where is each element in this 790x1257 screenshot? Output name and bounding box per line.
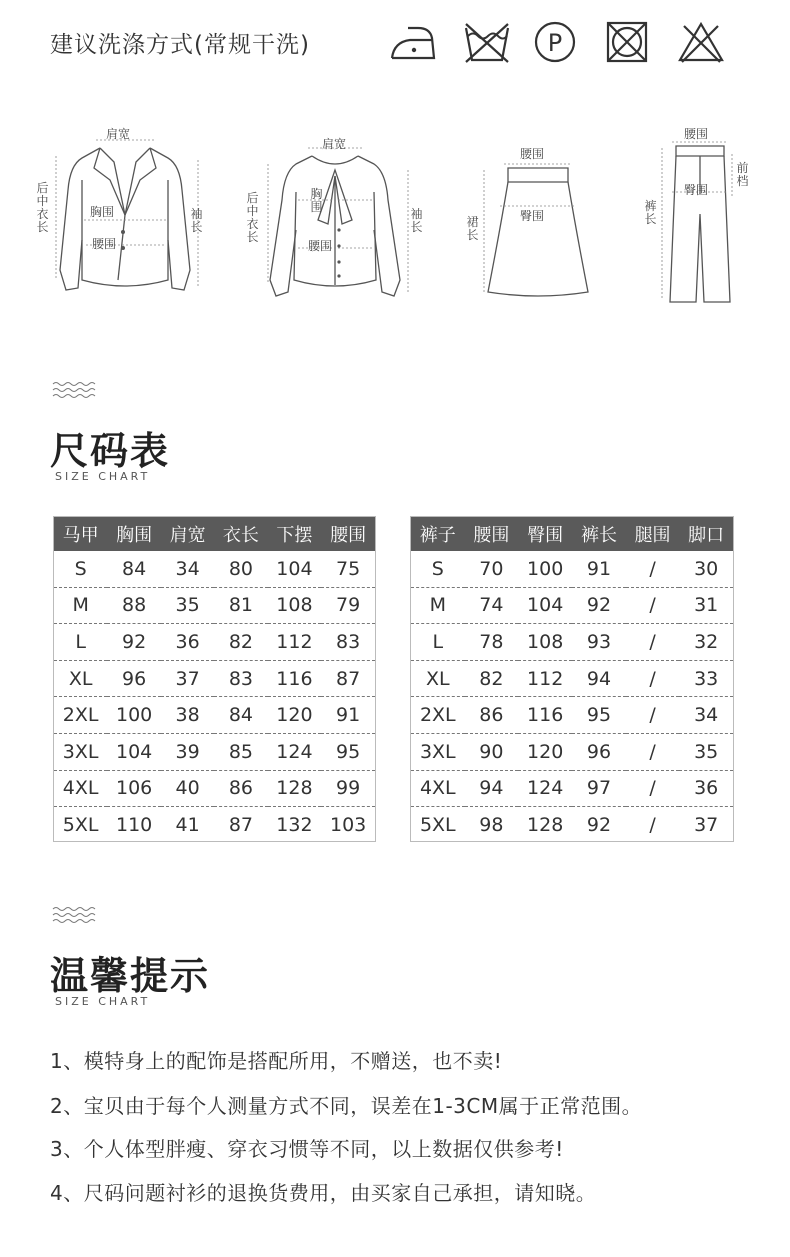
table-cell: 90	[465, 733, 519, 770]
table-cell: 87	[321, 660, 375, 697]
pants-size-table-frame	[410, 516, 734, 842]
skirt-illustration	[460, 140, 610, 310]
table-cell: 84	[214, 697, 267, 734]
table-cell: 94	[465, 770, 519, 807]
table-cell: 97	[572, 770, 626, 807]
blouse-length-label: 后中衣长	[246, 191, 259, 244]
table-header-row	[411, 517, 733, 551]
table-cell: 132	[276, 813, 313, 836]
table-cell: 104	[268, 551, 322, 587]
table-cell: 93	[572, 624, 626, 661]
blouse-diagram	[240, 120, 430, 310]
size-label-cell: L	[411, 624, 465, 661]
table-cell: 35	[679, 733, 733, 770]
size-label-cell: 5XL	[62, 813, 99, 836]
wave-decoration-icon	[52, 905, 98, 925]
table-cell: /	[626, 697, 680, 734]
pants-length-label: 裤长	[644, 199, 657, 226]
blouse-shoulder-label: 肩宽	[322, 137, 347, 151]
size-label-cell: 2XL	[411, 697, 465, 734]
blouse-chest-label: 胸围	[310, 187, 323, 214]
size-chart-title: 尺码表	[50, 429, 171, 473]
jacket-length-label: 后中衣长	[36, 181, 49, 234]
iron-low-icon	[388, 18, 438, 66]
table-row	[411, 770, 733, 807]
table-cell: 32	[679, 624, 733, 661]
table-header-cell: 脚口	[679, 517, 733, 551]
skirt-waist-label: 腰围	[520, 147, 545, 161]
table-cell: 116	[268, 660, 322, 697]
table-row	[411, 660, 733, 697]
table-cell: 96	[572, 733, 626, 770]
table-row	[411, 733, 733, 770]
skirt-diagram	[460, 140, 610, 310]
table-cell: 31	[679, 587, 733, 624]
table-cell: 116	[518, 697, 572, 734]
table-cell: 128	[268, 770, 322, 807]
table-cell: 98	[479, 813, 504, 836]
table-cell: 124	[518, 770, 572, 807]
table-header-cell: 肩宽	[161, 517, 214, 551]
table-cell: 34	[161, 551, 214, 587]
size-label-cell: 3XL	[54, 733, 107, 770]
table-cell: 95	[321, 733, 375, 770]
table-cell: 81	[214, 587, 267, 624]
tips-subtitle: SIZE CHART	[55, 995, 151, 1008]
table-cell: 100	[107, 697, 161, 734]
table-cell: 106	[107, 770, 161, 807]
size-chart-subtitle: SIZE CHART	[55, 470, 151, 483]
table-cell: 37	[694, 813, 719, 836]
size-label-cell: M	[411, 587, 465, 624]
table-cell: 36	[161, 624, 214, 661]
wave-decoration-icon	[52, 380, 98, 400]
size-label-cell: M	[54, 587, 107, 624]
table-cell: 95	[572, 697, 626, 734]
pants-hip-label: 臀围	[684, 183, 709, 197]
size-label-cell: 5XL	[419, 813, 456, 836]
table-row	[411, 807, 733, 843]
jacket-shoulder-label: 肩宽	[106, 127, 131, 141]
table-cell: 82	[465, 660, 519, 697]
size-label-cell: XL	[411, 660, 465, 697]
dry-clean-p-icon	[530, 18, 580, 66]
table-cell: 33	[679, 660, 733, 697]
table-cell: 85	[214, 733, 267, 770]
table-row	[411, 624, 733, 661]
table-row	[54, 697, 375, 734]
table-row	[54, 770, 375, 807]
pants-illustration	[640, 124, 760, 310]
tips-title: 温馨提示	[50, 954, 211, 998]
tip-item-4: 4、尺码问题衬衫的退换货费用，由买家自己承担，请知晓。	[50, 1181, 597, 1205]
table-row	[411, 587, 733, 624]
table-cell: 82	[214, 624, 267, 661]
table-cell: 75	[321, 551, 375, 587]
table-cell: 96	[107, 660, 161, 697]
table-header-cell: 胸围	[107, 517, 161, 551]
tip-item-1: 1、模特身上的配饰是搭配所用，不赠送，也不卖!	[50, 1049, 503, 1073]
pants-diagram	[640, 124, 760, 310]
size-label-cell: XL	[54, 660, 107, 697]
table-cell: 40	[161, 770, 214, 807]
table-cell: 103	[330, 813, 367, 836]
care-title: 建议洗涤方式(常规干洗)	[50, 32, 310, 58]
table-cell: /	[626, 770, 680, 807]
table-header-cell: 裤子	[411, 517, 465, 551]
table-cell: 39	[161, 733, 214, 770]
table-cell: 112	[268, 624, 322, 661]
table-cell: 36	[679, 770, 733, 807]
table-cell: 110	[116, 813, 153, 836]
table-cell: 70	[465, 551, 519, 587]
skirt-hip-label: 臀围	[520, 209, 545, 223]
table-row	[54, 624, 375, 661]
table-cell: 120	[518, 733, 572, 770]
size-label-cell: 3XL	[411, 733, 465, 770]
jacket-chest-label: 胸围	[90, 205, 115, 219]
table-cell: 80	[214, 551, 267, 587]
table-cell: /	[626, 660, 680, 697]
table-cell: 112	[518, 660, 572, 697]
table-cell: 74	[465, 587, 519, 624]
table-cell: /	[626, 551, 680, 587]
table-cell: 94	[572, 660, 626, 697]
table-cell: 86	[214, 770, 267, 807]
table-cell: 92	[586, 813, 612, 836]
table-cell: 120	[268, 697, 322, 734]
table-cell: 30	[679, 551, 733, 587]
tip-item-2: 2、宝贝由于每个人测量方式不同，误差在1-3CM属于正常范围。	[50, 1094, 643, 1118]
table-cell: 87	[228, 813, 254, 836]
table-header-cell: 下摆	[268, 517, 322, 551]
size-label-cell: L	[54, 624, 107, 661]
size-label-cell: 2XL	[54, 697, 107, 734]
table-cell: 128	[527, 813, 564, 836]
table-cell: 34	[679, 697, 733, 734]
table-header-cell: 腰围	[465, 517, 519, 551]
tip-item-3: 3、个人体型胖瘦、穿衣习惯等不同，以上数据仅供参考!	[50, 1137, 564, 1161]
table-cell: 91	[572, 551, 626, 587]
table-cell: 37	[161, 660, 214, 697]
table-cell: 108	[268, 587, 322, 624]
table-cell: /	[626, 624, 680, 661]
table-header-row	[54, 517, 375, 551]
table-cell: 99	[321, 770, 375, 807]
table-row	[54, 551, 375, 587]
jacket-waist-label: 腰围	[92, 237, 117, 251]
size-label-cell: 4XL	[54, 770, 107, 807]
table-row	[54, 660, 375, 697]
table-cell: 88	[107, 587, 161, 624]
table-cell: 100	[518, 551, 572, 587]
table-cell: 78	[465, 624, 519, 661]
table-row	[54, 807, 375, 843]
jacket-sleeve-label: 袖长	[190, 207, 203, 234]
table-cell: 84	[107, 551, 161, 587]
table-row	[54, 587, 375, 624]
table-header-cell: 裤长	[572, 517, 626, 551]
pants-rise-label: 前档	[736, 161, 749, 188]
table-row	[54, 733, 375, 770]
blouse-waist-label: 腰围	[308, 239, 333, 253]
table-cell: 38	[161, 697, 214, 734]
pants-waist-label: 腰围	[684, 127, 709, 141]
table-cell: 104	[518, 587, 572, 624]
table-header-cell: 臀围	[518, 517, 572, 551]
no-bleach-icon	[676, 18, 726, 66]
no-wash-icon	[462, 18, 512, 66]
blouse-sleeve-label: 袖长	[410, 207, 423, 234]
table-header-cell: 腿围	[626, 517, 680, 551]
table-cell: 124	[268, 733, 322, 770]
table-cell: 92	[572, 587, 626, 624]
table-cell: 79	[321, 587, 375, 624]
table-cell: /	[626, 587, 680, 624]
table-cell: 35	[161, 587, 214, 624]
size-label-cell: 4XL	[411, 770, 465, 807]
table-cell: /	[649, 813, 656, 836]
svg-text:P: P	[547, 29, 563, 57]
table-row	[411, 697, 733, 734]
table-cell: 92	[107, 624, 161, 661]
table-cell: 41	[175, 813, 200, 836]
table-header-cell: 腰围	[321, 517, 375, 551]
no-tumble-dry-icon	[602, 18, 652, 66]
table-cell: 91	[321, 697, 375, 734]
vest-size-table	[54, 517, 375, 843]
pants-size-table	[411, 517, 733, 843]
skirt-length-label: 裙长	[466, 215, 479, 242]
size-label-cell: S	[411, 551, 465, 587]
table-cell: 83	[321, 624, 375, 661]
table-cell: 86	[465, 697, 519, 734]
table-cell: 83	[214, 660, 267, 697]
table-cell: /	[626, 733, 680, 770]
size-label-cell: S	[54, 551, 107, 587]
vest-size-table-frame	[53, 516, 376, 842]
table-cell: 104	[107, 733, 161, 770]
table-header-cell: 衣长	[214, 517, 267, 551]
table-header-cell: 马甲	[54, 517, 107, 551]
jacket-diagram	[30, 120, 220, 310]
table-cell: 108	[518, 624, 572, 661]
table-row	[411, 551, 733, 587]
